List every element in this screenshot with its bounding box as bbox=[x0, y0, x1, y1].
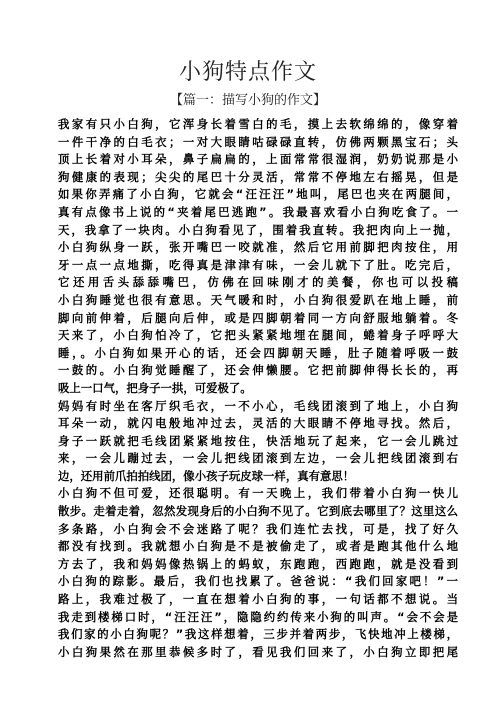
text-line: 小白狗不但可爱，还很聪明。有一天晚上，我们带着小白狗一快儿 bbox=[58, 486, 458, 501]
text-line: 都没有找到。我就想小白狗是不是被偷走了，或者是跑其他什么地 bbox=[58, 539, 458, 554]
document-body bbox=[58, 116, 458, 661]
text-line: 吸上一口气，把身子一拱，可爱极了。 bbox=[58, 380, 252, 395]
text-line: 睡，。小白狗如果开心的话，还会四脚朝天睡，肚子随着呼吸一鼓 bbox=[58, 345, 458, 360]
text-line: 边，还用前爪拍拍线团，像小孩子玩皮球一样，真有意思！ bbox=[58, 468, 355, 483]
text-line: 妈妈有时坐在客厅织毛衣，一不小心，毛线团滚到了地上，小白狗 bbox=[58, 398, 458, 413]
text-line: 小白狗睡觉也很有意思。天气暖和时，小白狗很爱趴在地上睡，前 bbox=[58, 292, 458, 307]
text-line: 耳朵一动，就闪电般地冲过去，灵活的大眼睛不停地寻找。然后， bbox=[58, 416, 458, 431]
text-line: 散步。走着走着，忽然发现身后的小白狗不见了。它到底去哪里了？这里这么 bbox=[58, 504, 458, 519]
text-line: 天，我拿了一块肉。小白狗看见了，围着我直转。我把肉向上一抛， bbox=[58, 222, 458, 237]
text-line: 小白狗纵身一跃，张开嘴巴一咬就准，然后它用前脚把肉按住，用 bbox=[58, 240, 458, 255]
text-line: 小白狗果然在那里恭候多时了，看见我们回来了，小白狗立即把尾 bbox=[58, 644, 458, 659]
document-title: 小狗特点作文 bbox=[178, 60, 317, 85]
text-line: 多条路，小白狗会不会迷路了呢？我们连忙去找，可是，找了好久 bbox=[58, 521, 458, 536]
text-line: 牙一点一点地撕，吃得真是津津有味，一会儿就下了肚。吃完后， bbox=[58, 257, 458, 272]
document-subtitle: 【篇一：描写小狗的作文】 bbox=[169, 93, 326, 108]
text-line: 一鼓的。小白狗觉睡醒了，还会伸懒腰。它把前脚伸得长长的，再 bbox=[58, 363, 458, 378]
text-line: 路上，我难过极了，一直在想着小白狗的事，一句话都不想说。当 bbox=[58, 592, 458, 607]
text-line: 顶上长着对小耳朵，鼻子扁扁的，上面常常很湿润，奶奶说那是小 bbox=[58, 152, 458, 167]
text-line: 小白狗的踪影。最后，我们也找累了。爸爸说：“我们回家吧！”一 bbox=[58, 574, 458, 589]
text-line: 来，一会儿蹦过去，一会儿把线团滚到左边，一会儿把线团滚到右 bbox=[58, 451, 458, 466]
text-line: 如果你弄痛了小白狗，它就会“汪汪汪”地叫，尾巴也夹在两腿间， bbox=[58, 187, 458, 202]
text-line: 真有点像书上说的“夹着尾巴逃跑”。我最喜欢看小白狗吃食了。一 bbox=[58, 204, 458, 219]
text-line: 身子一跃就把毛线团紧紧地按住，快活地玩了起来，它一会儿跳过 bbox=[58, 433, 458, 448]
text-line: 脚向前伸着，后腿向后伸，或是四脚朝着同一方向舒服地躺着。冬 bbox=[58, 310, 458, 325]
text-line: 我们家的小白狗呢？”我这样想着，三步并着两步，飞快地冲上楼梯， bbox=[58, 627, 458, 642]
text-line: 我家有只小白狗，它浑身长着雪白的毛，摸上去软绵绵的，像穿着 bbox=[58, 117, 458, 131]
text-line: 我走到楼梯口时，“汪汪汪”，隐隐约约传来小狗的叫声。“会不会是 bbox=[58, 609, 458, 624]
text-line: 方去了，我和妈妈像热锅上的蚂蚁，东跑跑，西跑跑，就是没看到 bbox=[58, 556, 458, 571]
text-line: 天来了，小白狗怕冷了，它把头紧紧地埋在腿间，蜷着身子呼呼大 bbox=[58, 328, 458, 343]
text-line: 它还用舌头舔舔嘴巴，仿佛在回味刚才的美餐，你也可以投稿 bbox=[58, 275, 458, 290]
text-line: 狗健康的表现；尖尖的尾巴十分灵活，常常不停地左右摇晃，但是 bbox=[58, 169, 458, 184]
text-line: 一件干净的白毛衣；一对大眼睛咕碌碌直转，仿佛两颗黑宝石；头 bbox=[58, 134, 458, 149]
